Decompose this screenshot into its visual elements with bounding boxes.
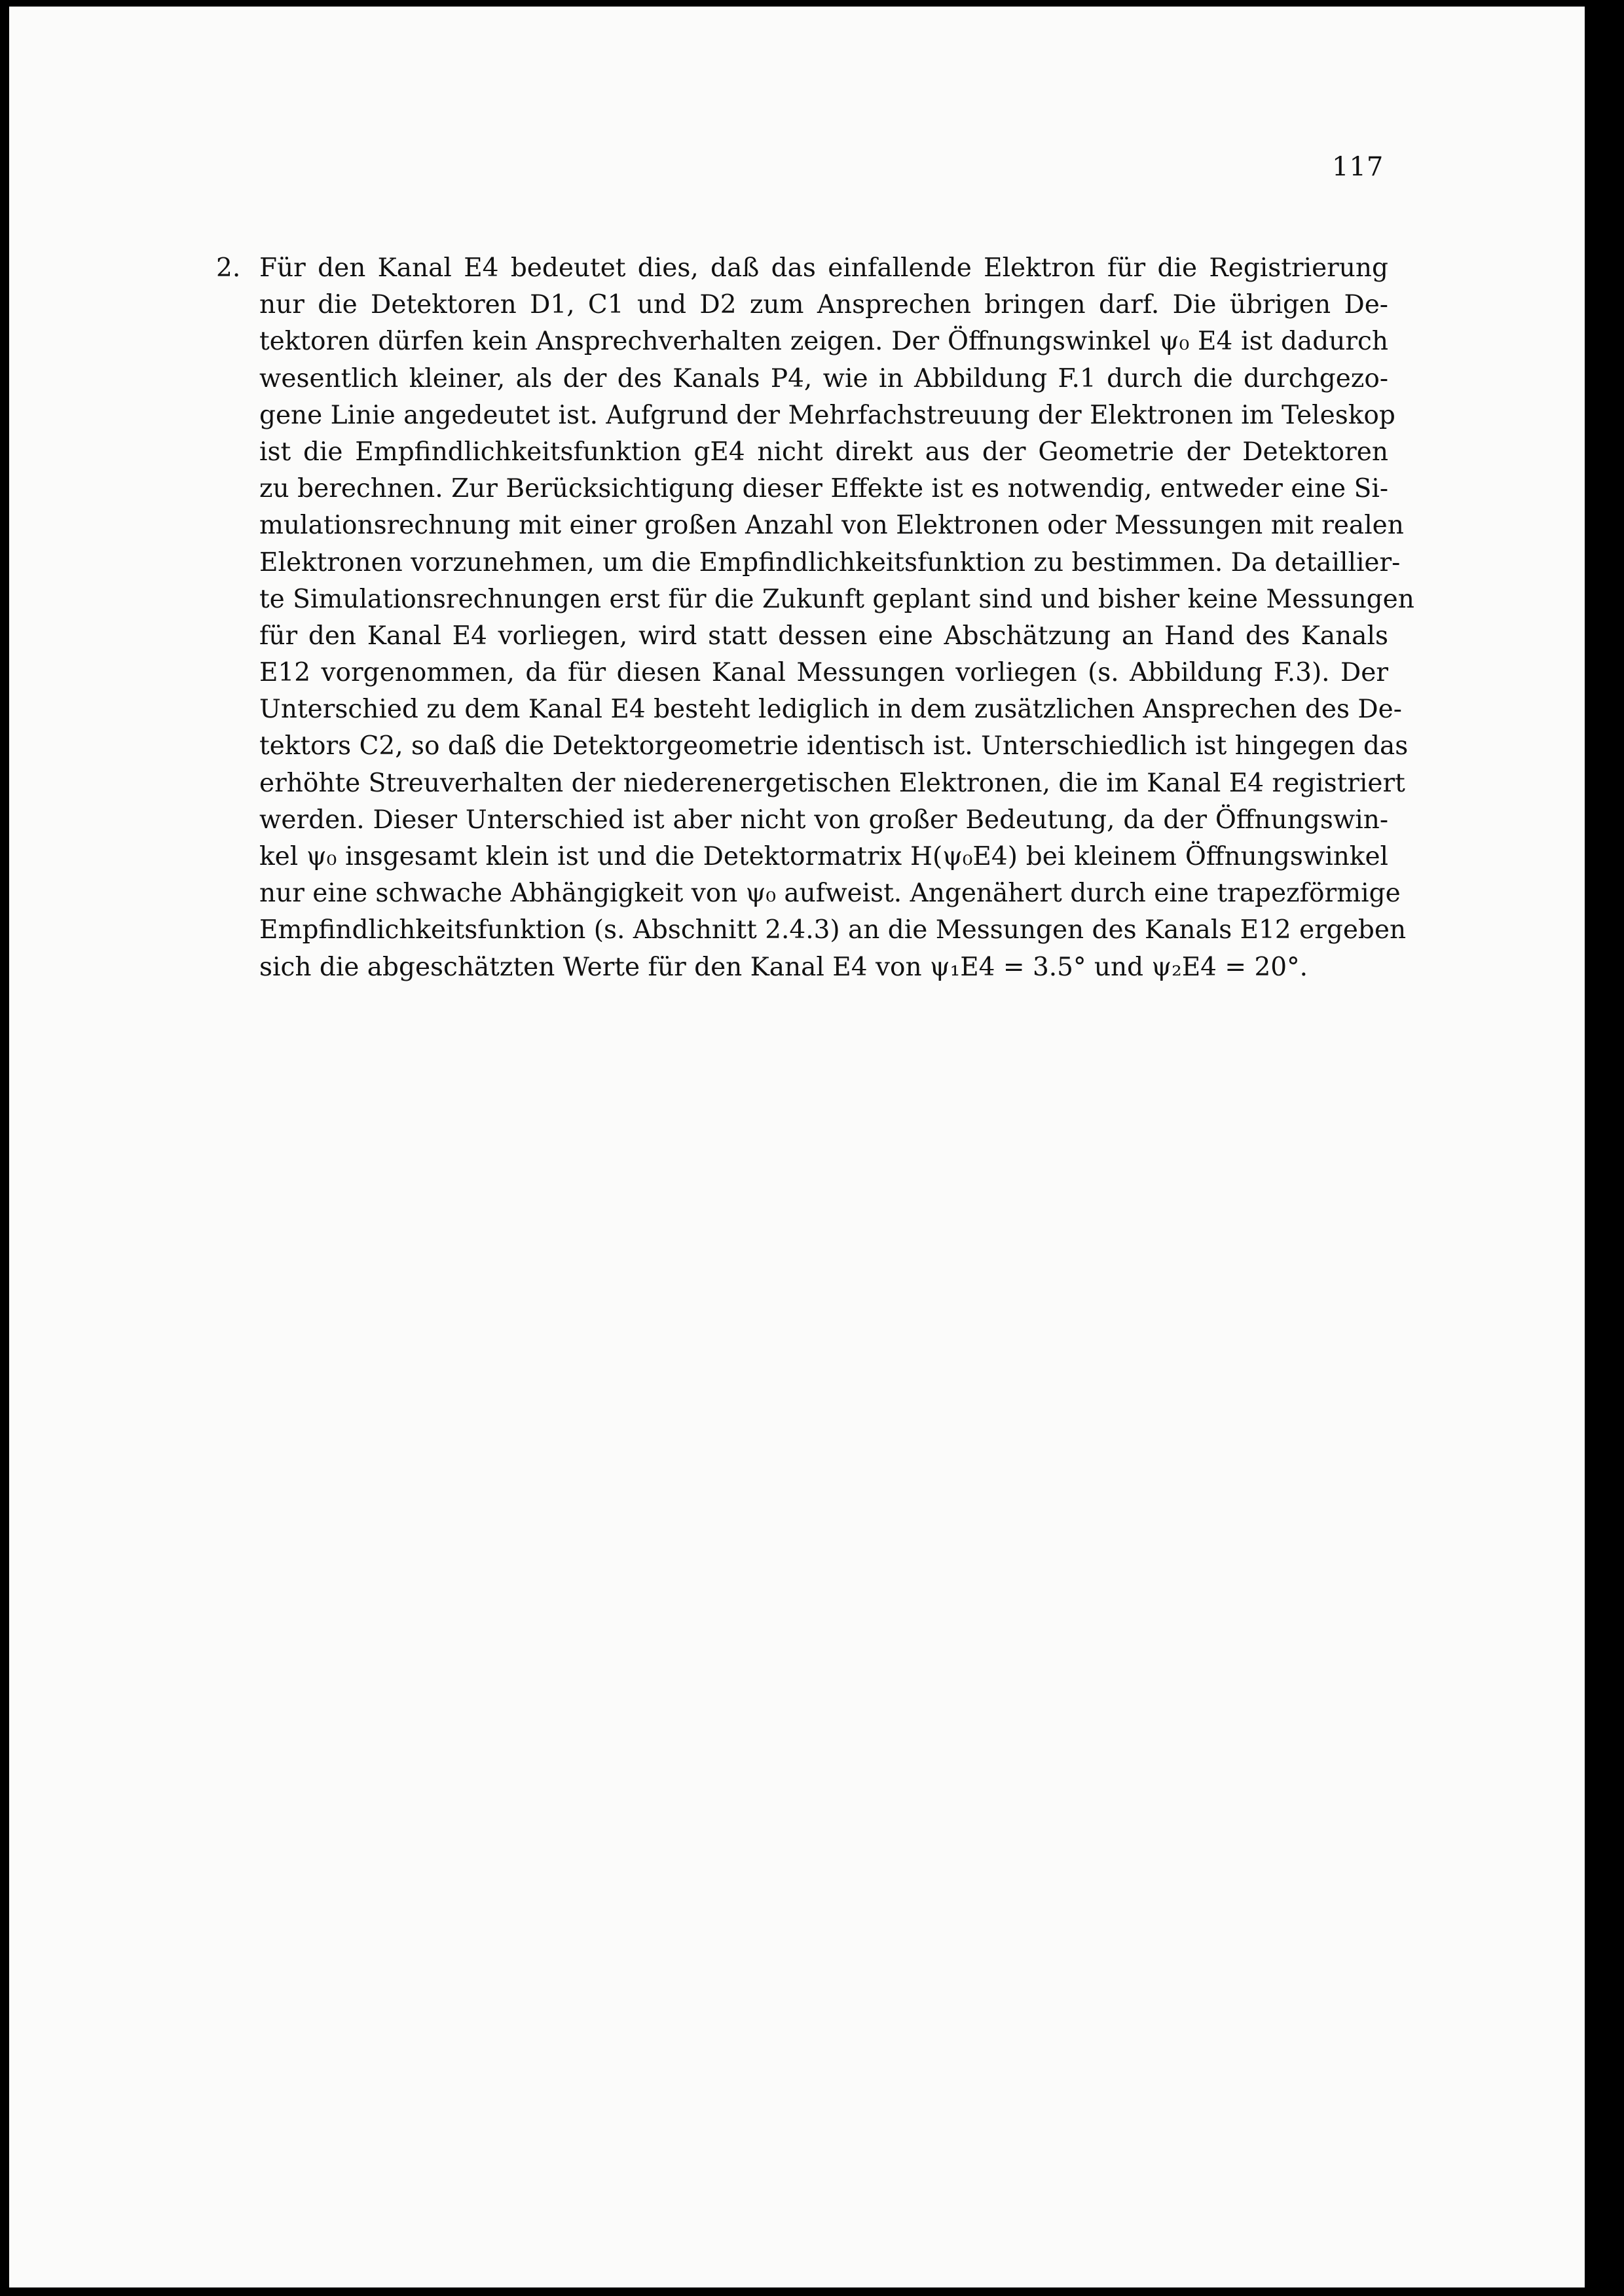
text-line: erhöhte Streuverhalten der niederenergetischen Elektronen, die im Kanal E4 registriert [259, 768, 1405, 798]
text-line: zu berechnen. Zur Berücksichtigung dieser Effekte ist es notwendig, entweder eine Si- [259, 474, 1388, 504]
text-line: E12 vorgenommen, da für diesen Kanal Messungen vorliegen (s. Abbildung F.3). Der [259, 658, 1388, 688]
text-line: sich die abgeschätzten Werte für den Kanal E4 von ψ₁E4 = 3.5° und ψ₂E4 = 20°. [259, 952, 1308, 982]
text-line: mulationsrechnung mit einer großen Anzahl von Elektronen oder Messungen mit realen [259, 511, 1404, 541]
text-line: nur eine schwache Abhängigkeit von ψ₀ aufweist. Angenähert durch eine trapezförmige [259, 879, 1401, 909]
text-line: Elektronen vorzunehmen, um die Empfindlichkeitsfunktion zu bestimmen. Da detaillier- [259, 547, 1401, 577]
text-line: kel ψ₀ insgesamt klein ist und die Detektormatrix H(ψ₀E4) bei kleinem Öffnungswinkel [259, 842, 1388, 871]
text-line: ist die Empfindlichkeitsfunktion gE4 nicht direkt aus der Geometrie der Detektoren [259, 437, 1388, 467]
text-line: Empfindlichkeitsfunktion (s. Abschnitt 2.4.3) an die Messungen des Kanals E12 ergeben [259, 915, 1407, 945]
paragraph [259, 250, 1414, 986]
document-page [9, 7, 1585, 2287]
text-line: wesentlich kleiner, als der des Kanals P4, wie in Abbildung F.1 durch die durchgezo- [259, 363, 1388, 393]
text-line: tektoren dürfen kein Ansprechverhalten zeigen. Der Öffnungswinkel ψ₀ E4 ist dadurch [259, 327, 1388, 357]
scan-border [1585, 0, 1624, 2296]
list-item-number: 2. [216, 253, 241, 283]
page-number: 117 [1332, 152, 1384, 182]
text-line: gene Linie angedeutet ist. Aufgrund der Mehrfachstreuung der Elektronen im Teleskop [259, 400, 1395, 430]
text-line: Für den Kanal E4 bedeutet dies, daß das einfallende Elektron für die Registrierung [259, 253, 1388, 283]
text-line: werden. Dieser Unterschied ist aber nicht von großer Bedeutung, da der Öffnungswin- [259, 805, 1388, 835]
text-line: Unterschied zu dem Kanal E4 besteht lediglich in dem zusätzlichen Ansprechen des De- [259, 695, 1402, 725]
text-line: nur die Detektoren D1, C1 und D2 zum Ansprechen bringen darf. Die übrigen De- [259, 290, 1388, 320]
text-line: für den Kanal E4 vorliegen, wird statt dessen eine Abschätzung an Hand des Kanals [259, 621, 1388, 651]
text-line: te Simulationsrechnungen erst für die Zukunft geplant sind und bisher keine Messungen [259, 584, 1414, 614]
text-line: tektors C2, so daß die Detektorgeometrie identisch ist. Unterschiedlich ist hingegen das [259, 731, 1409, 761]
